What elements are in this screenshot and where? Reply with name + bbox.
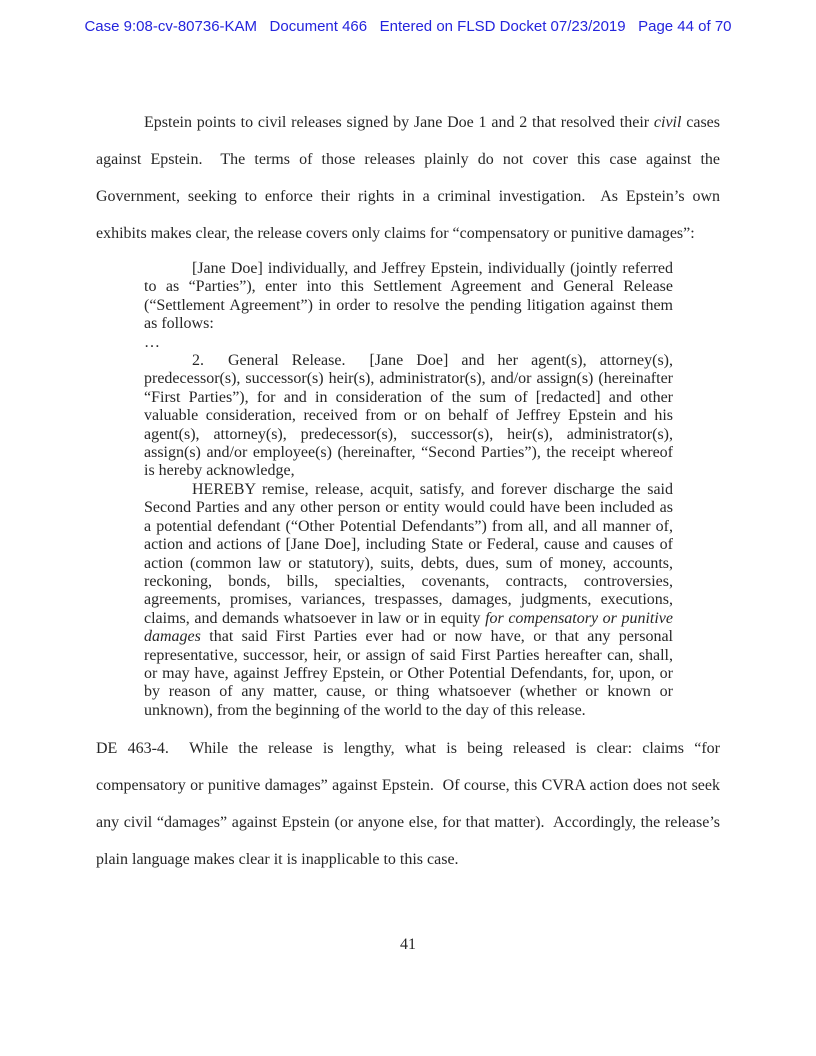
- quote-paragraph-hereby: HEREBY remise, release, acquit, satisfy, and forever discharge the said Second Parties and any other person or entity would could have been included as a potential defendant (“Other Potential Defendants”) from all, and all manner of, action and actions of [Jane Doe], including State or Federal, cause and causes of action (common law or statutory), suits, debts, dues, sum of money, accounts, reckoning, bonds, bills, specialties, covenants, contracts, controversies, agreements, promises, variances, trespasses, damages, judgments, executions, claims, and demands whatsoever in law or in equity for compensatory or punitive damages that said First Parties ever had or now have, or that any personal representative, successor, heir, or assign of said First Parties hereafter can, shall, or may have, against Jeffrey Epstein, or Other Potential Defendants, for, upon, or by reason of any matter, cause, or thing whatsoever (whether or known or unknown), from the beginning of the world to the day of this release.: [144, 480, 673, 719]
- paragraph-intro: Epstein points to civil releases signed by Jane Doe 1 and 2 that resolved their civil cases against Epstein. The terms of those releases plainly do not cover this case against the Government, seeking to enforce their rights in a criminal investigation. As Epstein’s own exhibits makes clear, the release covers only claims for “compensatory or punitive damages”:: [96, 114, 720, 242]
- document-body: [96, 0, 720, 878]
- quote-ellipsis: …: [144, 333, 160, 351]
- quote-paragraph-general-release: 2. General Release. [Jane Doe] and her agent(s), attorney(s), predecessor(s), successor(s) heir(s), administrator(s), and/or assign(s) (hereinafter “First Parties”), for and in consideration of the sum of [redacted] and other valuable consideration, received from or on behalf of Jeffrey Epstein and his agent(s), attorney(s), predecessor(s), successor(s), heir(s), administrator(s), assign(s) and/or employee(s) (hereinafter, “Second Parties”), the receipt whereof is hereby acknowledge,: [144, 352, 673, 480]
- quote-paragraph-parties: [Jane Doe] individually, and Jeffrey Epstein, individually (jointly referred to as “Parties”), enter into this Settlement Agreement and General Release (“Settlement Agreement”) in order to resolve the pending litigation against them as follows:: [144, 260, 673, 333]
- court-stamp-header: Case 9:08-cv-80736-KAM Document 466 Entered on FLSD Docket 07/23/2019 Page 44 of 70: [84, 18, 732, 35]
- page-number: 41: [400, 936, 416, 953]
- settlement-quote-block: [144, 260, 673, 720]
- paragraph-closing: DE 463-4. While the release is lengthy, what is being released is clear: claims “for compensatory or punitive damages” against Epstein. Of course, this CVRA action does not seek any civil “damages” against Epstein (or anyone else, for that matter). Accordingly, the release’s plain language makes clear it is inapplicable to this case.: [96, 740, 720, 869]
